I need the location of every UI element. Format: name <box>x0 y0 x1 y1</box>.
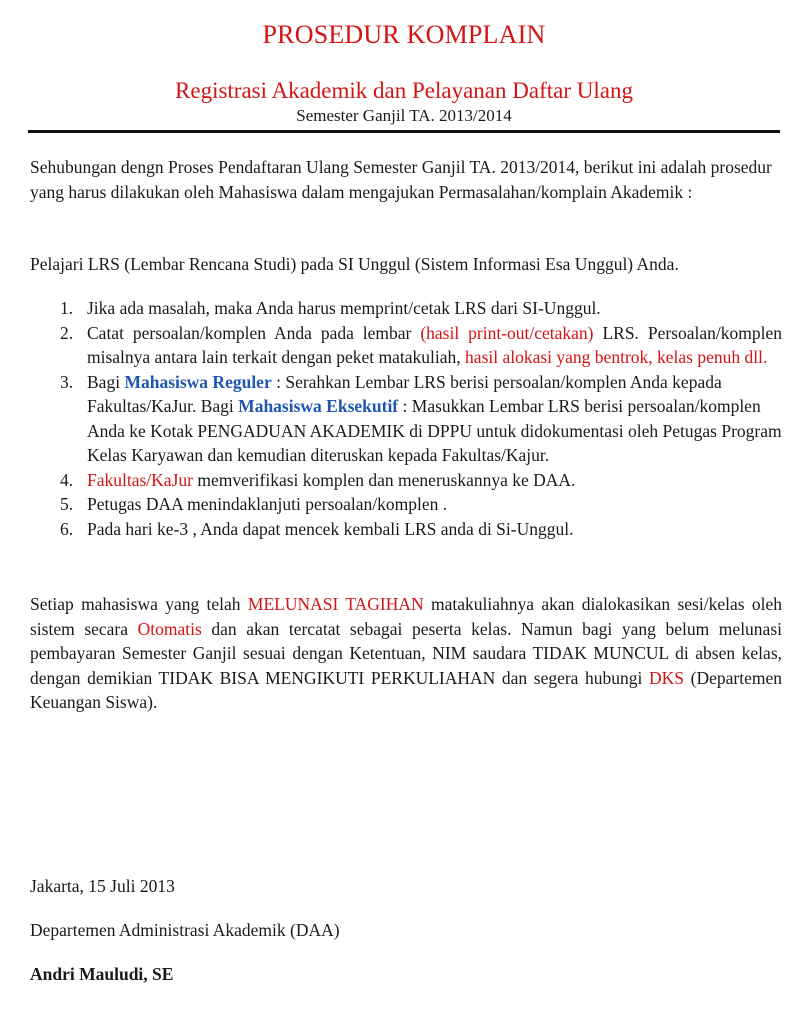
list-item <box>30 321 782 370</box>
procedure-steps <box>30 296 782 541</box>
intro-paragraph: Sehubungan dengn Proses Pendaftaran Ulang Semester Ganjil TA. 2013/2014, berikut ini adalah prosedur yang harus dilakukan oleh Mahasiswa dalam mengajukan Permasalahan/komplain Akademik : <box>30 157 772 202</box>
step-text: Bagi <box>87 371 125 392</box>
highlight-text: hasil alokasi yang bentrok, kelas penuh dll. <box>465 347 768 367</box>
semester-line: Semester Ganjil TA. 2013/2014 <box>296 106 512 125</box>
document-subtitle: Registrasi Akademik dan Pelayanan Daftar Ulang <box>175 78 633 103</box>
list-item <box>30 296 782 321</box>
step-text: Catat persoalan/komplen Anda pada lembar <box>87 322 421 343</box>
emphasis-text: Mahasiswa Reguler <box>124 371 272 392</box>
list-item <box>30 492 782 517</box>
step-number: 1. <box>60 298 74 318</box>
list-item <box>30 517 782 542</box>
step-text: : Masukkan Lembar LRS berisi persoalan/komplen Anda ke Kotak PENGADUAN AKADEMIK di DPPU untuk didokumentasi oleh Petugas Program Kelas Karyawan dan kemudian diteruskan kepada Fakultas/Kajur. <box>87 396 782 465</box>
paragraph-text: dan akan tercatat sebagai peserta kelas. Namun bagi yang belum melunasi pembayaran Semester Ganjil sesuai dengan Ketentuan, NIM saudara TIDAK MUNCUL di absen kelas, dengan demikian TIDAK BISA MENGIKUTI PERKULIAHAN dan segera hubungi <box>30 618 782 688</box>
paragraph-text: matakuliahnya akan dialokasikan sesi/kelas oleh sistem secara <box>30 594 783 639</box>
list-item <box>30 468 782 493</box>
highlight-text: (hasil print-out/cetakan) <box>420 322 594 343</box>
header-divider <box>28 130 780 133</box>
highlight-text: Fakultas/KaJur <box>87 469 193 490</box>
list-item <box>30 370 782 468</box>
closing-paragraph <box>30 592 782 715</box>
paragraph-text: Setiap mahasiswa yang telah <box>30 594 248 614</box>
signer-name: Andri Mauludi, SE <box>30 964 174 984</box>
step-number: 3. <box>60 371 74 392</box>
step-text: memverifikasi komplen dan meneruskannya ke DAA. <box>192 469 576 490</box>
step-number: 4. <box>60 469 74 490</box>
document-title: PROSEDUR KOMPLAIN <box>262 20 546 49</box>
study-instruction: Pelajari LRS (Lembar Rencana Studi) pada SI Unggul (Sistem Informasi Esa Unggul) Anda. <box>30 254 679 274</box>
step-number: 2. <box>60 322 74 343</box>
step-text: LRS. Persoalan/komplen misalnya antara lain terkait dengan peket matakuliah, <box>87 322 782 367</box>
step-number: 5. <box>60 494 74 514</box>
emphasis-text: Mahasiswa Eksekutif <box>238 396 399 416</box>
step-text: Jika ada masalah, maka Anda harus memprint/cetak LRS dari SI-Unggul. <box>87 298 601 318</box>
document-date: Jakarta, 15 Juli 2013 <box>30 876 175 896</box>
step-number: 6. <box>60 518 74 539</box>
highlight-text: MELUNASI TAGIHAN <box>247 594 424 614</box>
department-name: Departemen Administrasi Akademik (DAA) <box>30 920 340 940</box>
highlight-text: DKS <box>649 667 685 688</box>
paragraph-text: (Departemen Keuangan Siswa). <box>30 667 782 712</box>
step-text: : Serahkan Lembar LRS berisi persoalan/komplen Anda kepada Fakultas/KaJur. Bagi <box>87 371 722 416</box>
highlight-text: Otomatis <box>137 618 202 639</box>
step-text: Pada hari ke-3 , Anda dapat mencek kembali LRS anda di Si-Unggul. <box>87 518 574 539</box>
step-text: Petugas DAA menindaklanjuti persoalan/komplen . <box>87 494 448 514</box>
